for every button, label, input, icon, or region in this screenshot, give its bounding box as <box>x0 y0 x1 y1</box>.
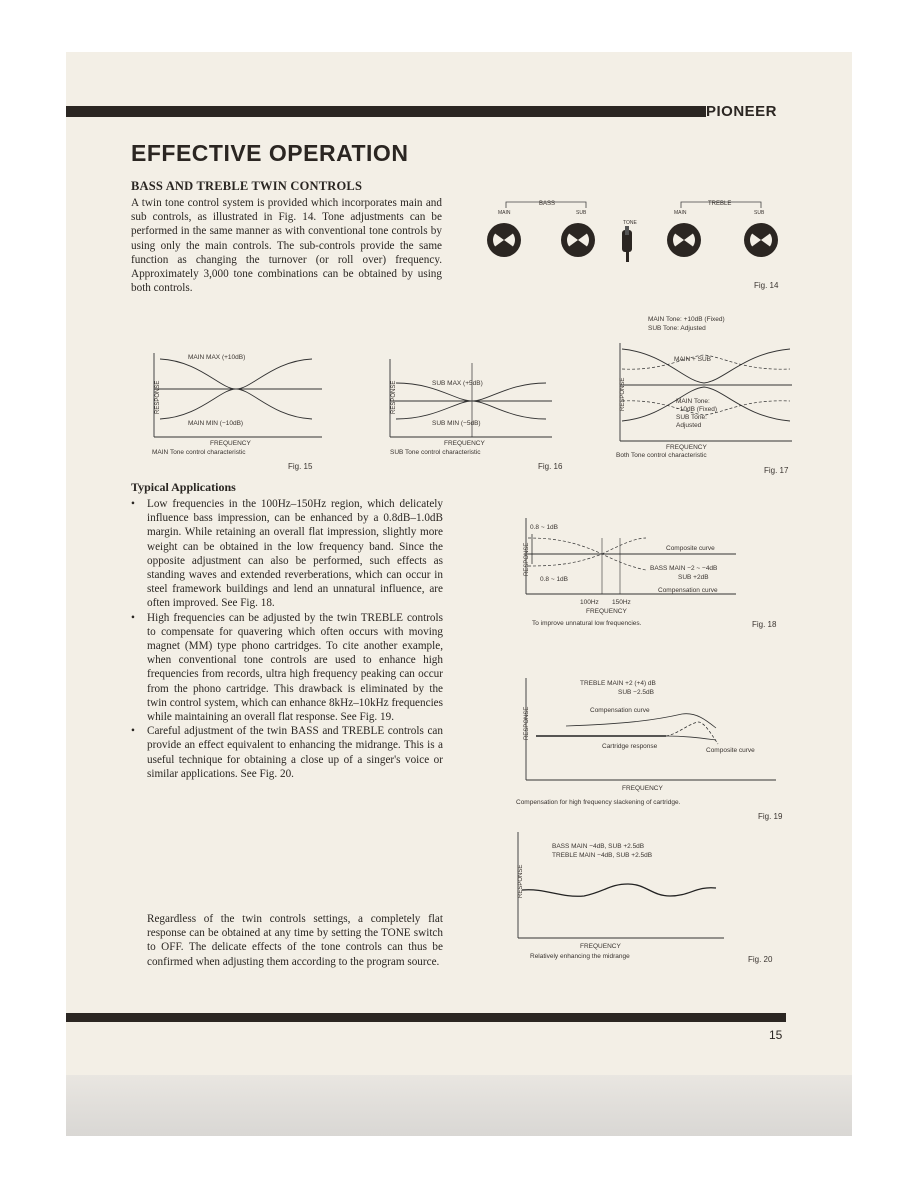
bullet-icon: • <box>131 498 135 510</box>
compensation-curve <box>566 714 716 728</box>
fig20-caption: Relatively enhancing the midrange <box>530 953 630 960</box>
tone-label: TONE <box>623 220 637 226</box>
fig14-knobs <box>476 190 796 295</box>
tick-150hz: 150Hz <box>612 599 631 606</box>
treble-sub-knob <box>744 223 778 257</box>
y-axis-label: RESPONSE <box>620 377 626 411</box>
list-item: • Low frequencies in the 100Hz–150Hz region, which delicately influence bass impression, can be enhanced by a 0.8dB–1.0dB margin. While retaining an overall flat impression, slightly more weight can be obtained in the low frequency band. Since the opposite adjustment can also be performed, such effects as standing waves and extended reverberations, which can occur in steel framework buildings and lend an unnatural influence, are often improved. See Fig. 18. <box>131 498 443 610</box>
bottom-rule <box>66 1013 786 1022</box>
list-item: • Careful adjustment of the twin BASS and TREBLE controls can provide an effect equivalent to enhancing the midrange. This is a useful technique for obtaining a close up of a singer's voice or similar applications. See Fig. 20. <box>131 725 443 780</box>
fig19-chart <box>506 672 796 824</box>
min-label: MAIN MIN (−10dB) <box>188 420 244 427</box>
fig15-chart <box>140 345 330 473</box>
fig17-label: Fig. 17 <box>764 466 789 475</box>
bass-sub-label: SUB <box>576 210 587 216</box>
y-axis-label: RESPONSE <box>524 542 530 576</box>
fig15-caption: MAIN Tone control characteristic <box>152 449 246 456</box>
response-curve <box>522 884 716 896</box>
fig15-label: Fig. 15 <box>288 462 313 471</box>
min-label: SUB MIN (−5dB) <box>432 420 481 427</box>
fig20-chart <box>506 828 796 968</box>
fig19-caption: Compensation for high frequency slackening of cartridge. <box>516 799 681 806</box>
setting-label-1: TREBLE MAIN +2 (+4) dB <box>580 680 656 687</box>
intro-paragraph: A twin tone control system is provided which incorporates main and sub controls, as illustrated in Fig. 14. Tone adjustments can be performed in the same manner as with conventional tone controls by using only the main controls. The sub-controls provide the same function as changing the turnover (or roll over) frequency. Approximately 3,000 tone combinations can be obtained by using both controls. <box>131 197 442 295</box>
setting-label-1: BASS MAIN −4dB, SUB +2.5dB <box>552 843 645 850</box>
bass-main-label: MAIN <box>498 210 511 216</box>
page-bottom-shade <box>66 1075 852 1136</box>
fig16-label: Fig. 16 <box>538 462 563 471</box>
x-axis-label: FREQUENCY <box>210 440 251 447</box>
fig18-caption: To improve unnatural low frequencies. <box>532 620 642 627</box>
page-title: EFFECTIVE OPERATION <box>131 140 409 166</box>
bottom-label-3: SUB Tone: <box>676 414 707 421</box>
y-axis-label: RESPONSE <box>518 864 524 898</box>
composite-label: Composite curve <box>666 545 715 552</box>
treble-label: TREBLE <box>708 201 732 207</box>
y-axis-label: RESPONSE <box>391 380 397 414</box>
compensation-label: Compensation curve <box>658 587 718 594</box>
bass-sub-knob <box>561 223 595 257</box>
closing-paragraph: Regardless of the twin controls settings, a completely flat response can be obtained at any time by setting the TONE switch to OFF. The delicate effects of the tone controls can thus be confirmed when adjusting them according to the program source. <box>147 913 443 968</box>
top-label-1: MAIN Tone: +10dB (Fixed) <box>648 316 725 323</box>
y-axis-label: RESPONSE <box>524 706 530 740</box>
x-axis-label: FREQUENCY <box>444 440 485 447</box>
fig19-label: Fig. 19 <box>758 812 783 821</box>
typical-heading: Typical Applications <box>131 480 236 494</box>
min-curve <box>396 401 546 419</box>
treble-main-label: MAIN <box>674 210 687 216</box>
bass-label: BASS <box>539 201 556 207</box>
cartridge-curve <box>666 722 718 744</box>
tone-switch <box>622 226 632 262</box>
top-label-2: SUB Tone: Adjusted <box>648 325 706 332</box>
setting-label-2: TREBLE MAIN −4dB, SUB +2.5dB <box>552 852 653 859</box>
fig17-caption: Both Tone control characteristic <box>616 452 707 459</box>
max-curve <box>160 359 312 389</box>
setting-label-2: SUB −2.5dB <box>618 689 654 696</box>
x-axis-label: FREQUENCY <box>580 943 621 950</box>
y-axis-label: RESPONSE <box>155 380 161 414</box>
up-label: 0.8 ~ 1dB <box>530 524 559 531</box>
top-rule <box>66 106 706 117</box>
bullet-icon: • <box>131 611 135 624</box>
x-axis-label: FREQUENCY <box>586 608 627 615</box>
fig17-chart <box>604 313 798 477</box>
fig14-label: Fig. 14 <box>754 281 779 290</box>
x-axis-label: FREQUENCY <box>622 785 663 792</box>
cartridge-label: Cartridge response <box>602 743 658 750</box>
composite-curve <box>666 736 716 740</box>
list-item: • High frequencies can be adjusted by the twin TREBLE controls to compensate for quavering which often occurs with moving magnet (MM) type phono cartridges. To cite another example, when conventional tone controls are used to enhance high frequencies from records, ultra high frequency peaking can occur from the phono cartridge. This drawback is eliminated by the twin control system, which can enhance 8kHz–10kHz frequencies while maintaining an overall flat response. See Fig. 19. <box>131 611 443 724</box>
composite-curve <box>528 538 646 566</box>
brand-logo: PIONEER <box>706 103 778 120</box>
page-number: 15 <box>769 1028 783 1042</box>
upper-curve <box>622 349 790 383</box>
setting-label-2: SUB +2dB <box>678 574 709 581</box>
compensation-label: Compensation curve <box>590 707 650 714</box>
min-curve <box>160 389 312 419</box>
max-label: MAIN MAX (+10dB) <box>188 354 246 361</box>
treble-sub-label: SUB <box>754 210 765 216</box>
treble-main-knob <box>667 223 701 257</box>
fig18-chart <box>506 508 796 646</box>
fig16-caption: SUB Tone control characteristic <box>390 449 481 456</box>
bottom-label-1: MAIN Tone: <box>676 398 710 405</box>
section-heading: BASS AND TREBLE TWIN CONTROLS <box>131 179 363 193</box>
bottom-label-2: −10dB (Fixed) <box>676 406 718 413</box>
fig18-label: Fig. 18 <box>752 620 777 629</box>
tick-100hz: 100Hz <box>580 599 599 606</box>
x-axis-label: FREQUENCY <box>666 444 707 451</box>
bottom-label-4: Adjusted <box>676 422 702 429</box>
down-label: 0.8 ~ 1dB <box>540 576 569 583</box>
bass-main-knob <box>487 223 521 257</box>
bullet-icon: • <box>131 725 135 738</box>
setting-label-1: BASS MAIN −2 ~ −4dB <box>650 565 718 572</box>
applications-list <box>131 497 443 781</box>
fig20-label: Fig. 20 <box>748 955 773 964</box>
composite-label: Composite curve <box>706 747 755 754</box>
max-label: SUB MAX (+5dB) <box>432 380 483 387</box>
mid-label: MAIN + SUB <box>674 356 712 363</box>
fig16-chart <box>376 345 576 473</box>
